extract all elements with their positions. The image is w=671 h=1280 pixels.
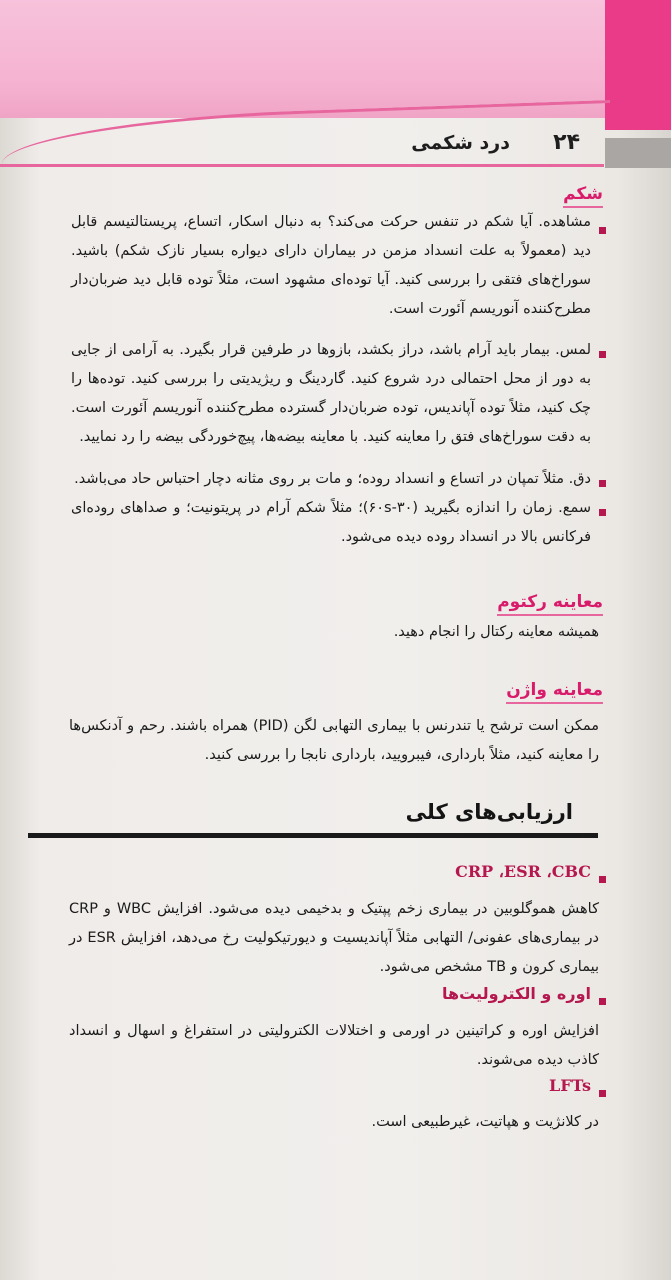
page-number: ۲۴: [553, 130, 580, 155]
bullet-marker: [599, 998, 606, 1005]
section-title-vaginal: معاینه واژن: [506, 680, 603, 704]
heading-lfts: LFTs: [548, 1076, 591, 1095]
bullet-marker: [599, 351, 606, 358]
heading-urea-electrolytes: اوره و الکترولیت‌ها: [442, 984, 591, 1003]
bullet-marker: [599, 876, 606, 883]
chapter-title: درد شکمی: [411, 132, 510, 154]
bullet-marker: [599, 480, 606, 487]
heading-cbc-esr-crp: CRP ،ESR ،CBC: [455, 862, 591, 881]
vaginal-text: ممکن است ترشح یا تندرنس با بیماری التهابی لگن (PID) همراه باشند. رحم و آدنکس‌ها را معاینه کنید، مثلاً بارداری، فیبرویید، بارداری نابجا را بررسی کنید.: [69, 718, 599, 763]
urea-electrolytes-text: افزایش اوره و کراتینین در اورمی و اختلالات الکترولیتی در استفراغ و اسهال و انسداد کاذب دیده می‌شوند.: [69, 1023, 599, 1068]
bullet-marker: [599, 509, 606, 516]
abdomen-auscultation: سمع. زمان را اندازه بگیرید (۶۰s-۳۰)؛ مثلاً شکم آرام در پریتونیت؛ و صداهای روده‌ای فرکانس بالا در انسداد روده دیده می‌شود.: [71, 500, 591, 545]
rectal-text: همیشه معاینه رکتال را انجام دهید.: [393, 624, 599, 640]
general-divider: [28, 833, 598, 838]
abdomen-inspection: مشاهده. آیا شکم در تنفس حرکت می‌کند؟ به دنبال اسکار، اتساع، پریستالتیسم قابل دید (معمولاً به علت انسداد مزمن در بیماران دارای دیواره بسیار نازک شکم) باشید. سوراخ‌های فتقی را بررسی کنید. آیا توده‌ای مشهود است، مثلاً توده قابل دید ضربان‌دار مطرح‌کننده آنوریسم آئورت است.: [71, 214, 591, 317]
bullet-marker: [599, 227, 606, 234]
section-title-rectal: معاینه رکتوم: [497, 592, 603, 616]
cbc-esr-crp-text: کاهش هموگلوبین در بیماری زخم پپتیک و بدخیمی دیده می‌شود. افزایش WBC و CRP در بیماری‌های عفونی/ التهابی مثلاً آپاندیسیت و دیورتیکولیت رخ می‌دهد، افزایش ESR در بیماری کرون و TB مشخص می‌شود.: [69, 901, 599, 975]
abdomen-percussion: دق. مثلاً تمپان در اتساع و انسداد روده؛ و مات بر روی مثانه دچار احتباس حاد می‌باشد.: [74, 471, 591, 487]
section-title-abdomen: شکم: [563, 184, 603, 208]
section-title-general: ارزیابی‌های کلی: [405, 800, 573, 824]
abdomen-palpation: لمس. بیمار باید آرام باشد، دراز بکشد، بازوها در طرفین قرار بگیرد. به آرامی از جایی به دور از محل احتمالی درد شروع کنید. گاردینگ و ریژیدیتی را بررسی کنید. توده‌ها را چک کنید، مثلاً توده آپاندیس، توده ضربان‌دار گسترده مطرح‌کننده آنوریسم آئورت است. به دقت سوراخ‌های فتق را معاینه کنید. با معاینه بیضه‌ها، پیچ‌خوردگی بیضه را رد نمایید.: [71, 342, 591, 445]
lfts-text: در کلانژیت و هپاتیت، غیرطبیعی است.: [371, 1114, 599, 1130]
bullet-marker: [599, 1090, 606, 1097]
